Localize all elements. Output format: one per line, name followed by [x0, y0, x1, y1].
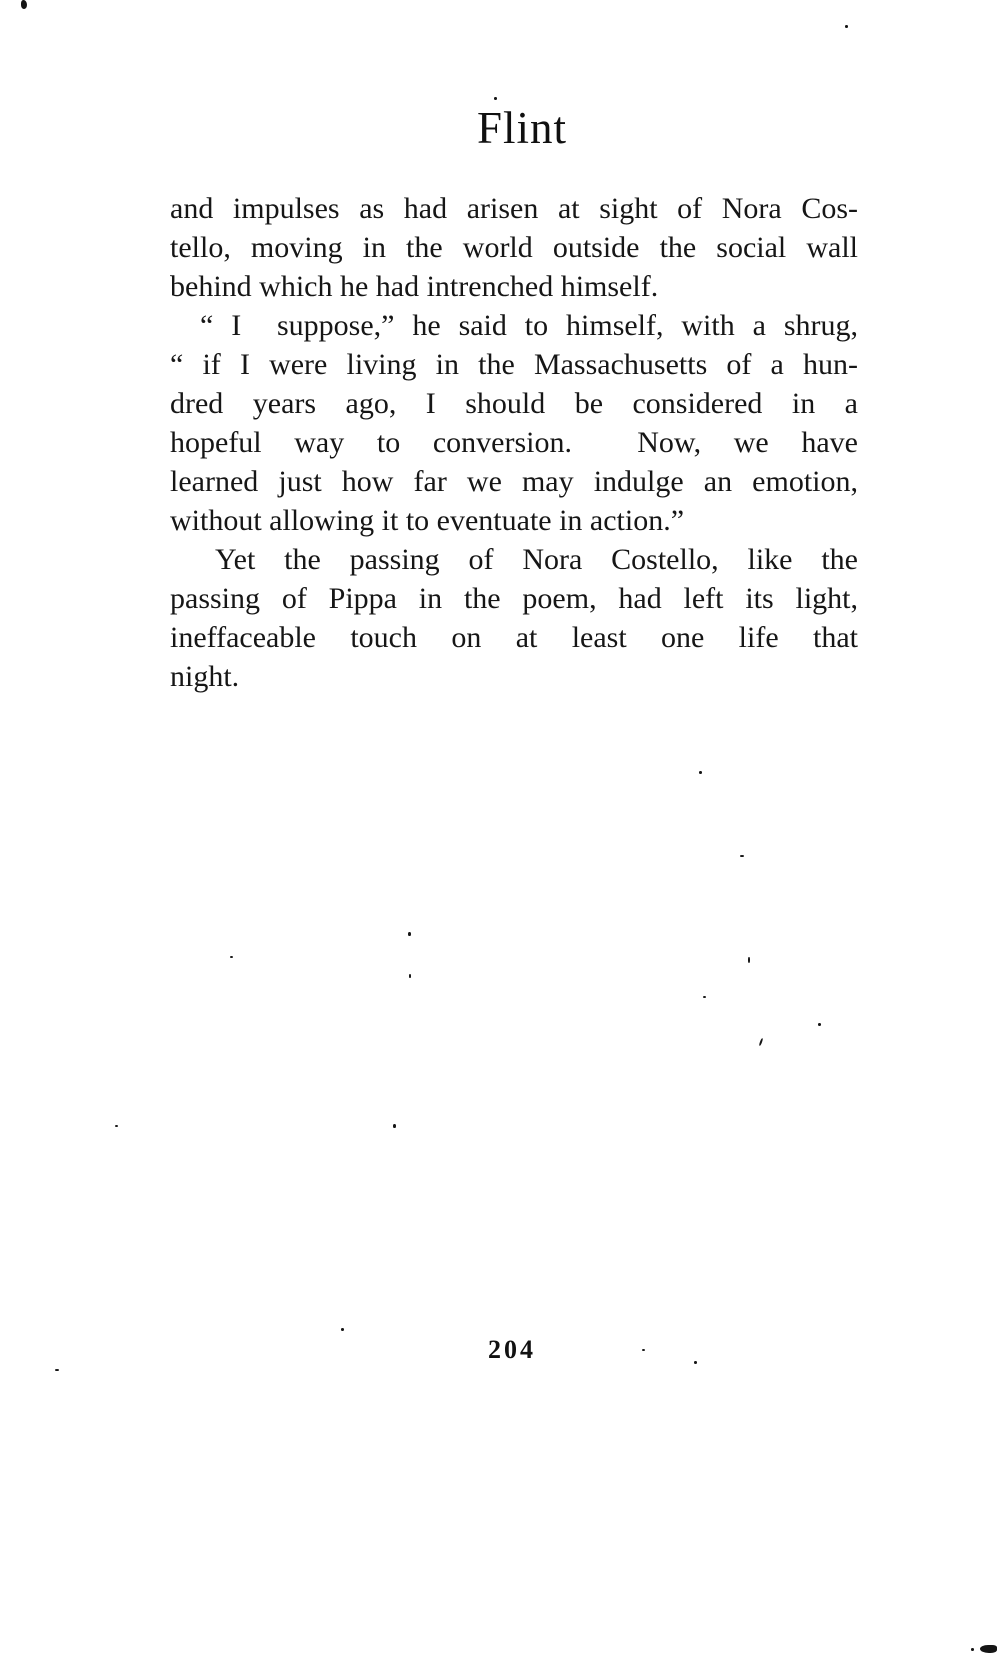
ink-smudge — [980, 1645, 997, 1653]
text-line: “ I suppose,” he said to himself, with a shrug, — [200, 309, 858, 342]
text-line: hopeful way to conversion. Now, we have — [170, 426, 858, 459]
ink-speck — [393, 1124, 396, 1128]
ink-speck — [55, 1369, 59, 1371]
text-line: and impulses as had arisen at sight of Nora Cos- — [170, 192, 858, 225]
ink-speck — [694, 1361, 697, 1364]
ink-speck — [818, 1023, 821, 1026]
ink-speck — [341, 1328, 344, 1331]
text-line: “ if I were living in the Massachusetts of a hun- — [170, 348, 858, 381]
ink-speck — [971, 1648, 974, 1651]
text-line: ineffaceable touch on at least one life that — [170, 621, 858, 654]
ink-speck — [408, 932, 411, 936]
text-line: behind which he had intrenched himself. — [170, 270, 659, 303]
text-line: Yet the passing of Nora Costello, like the — [215, 543, 858, 576]
ink-speck — [642, 1349, 645, 1351]
page-title: Flint — [476, 103, 568, 153]
text-line: learned just how far we may indulge an emotion, — [170, 465, 858, 498]
text-line: without allowing it to eventuate in action.” — [170, 504, 685, 537]
text-line: passing of Pippa in the poem, had left its light, — [170, 582, 858, 615]
ink-speck — [230, 956, 233, 958]
page-number: 204 — [488, 1335, 536, 1364]
ink-speck — [740, 855, 744, 857]
ink-speck — [21, 0, 27, 9]
ink-speck — [703, 996, 706, 998]
body-text — [170, 189, 858, 696]
text-line: night. — [170, 660, 240, 693]
text-line: dred years ago, I should be considered in a — [170, 387, 858, 420]
ink-speck — [699, 771, 702, 774]
ink-speck — [759, 1038, 764, 1046]
ink-speck — [748, 957, 750, 963]
ink-speck — [409, 974, 411, 978]
ink-speck — [115, 1125, 118, 1127]
ink-speck — [845, 25, 848, 28]
ink-speck — [494, 97, 497, 100]
text-line: tello, moving in the world outside the social wall — [170, 231, 858, 264]
